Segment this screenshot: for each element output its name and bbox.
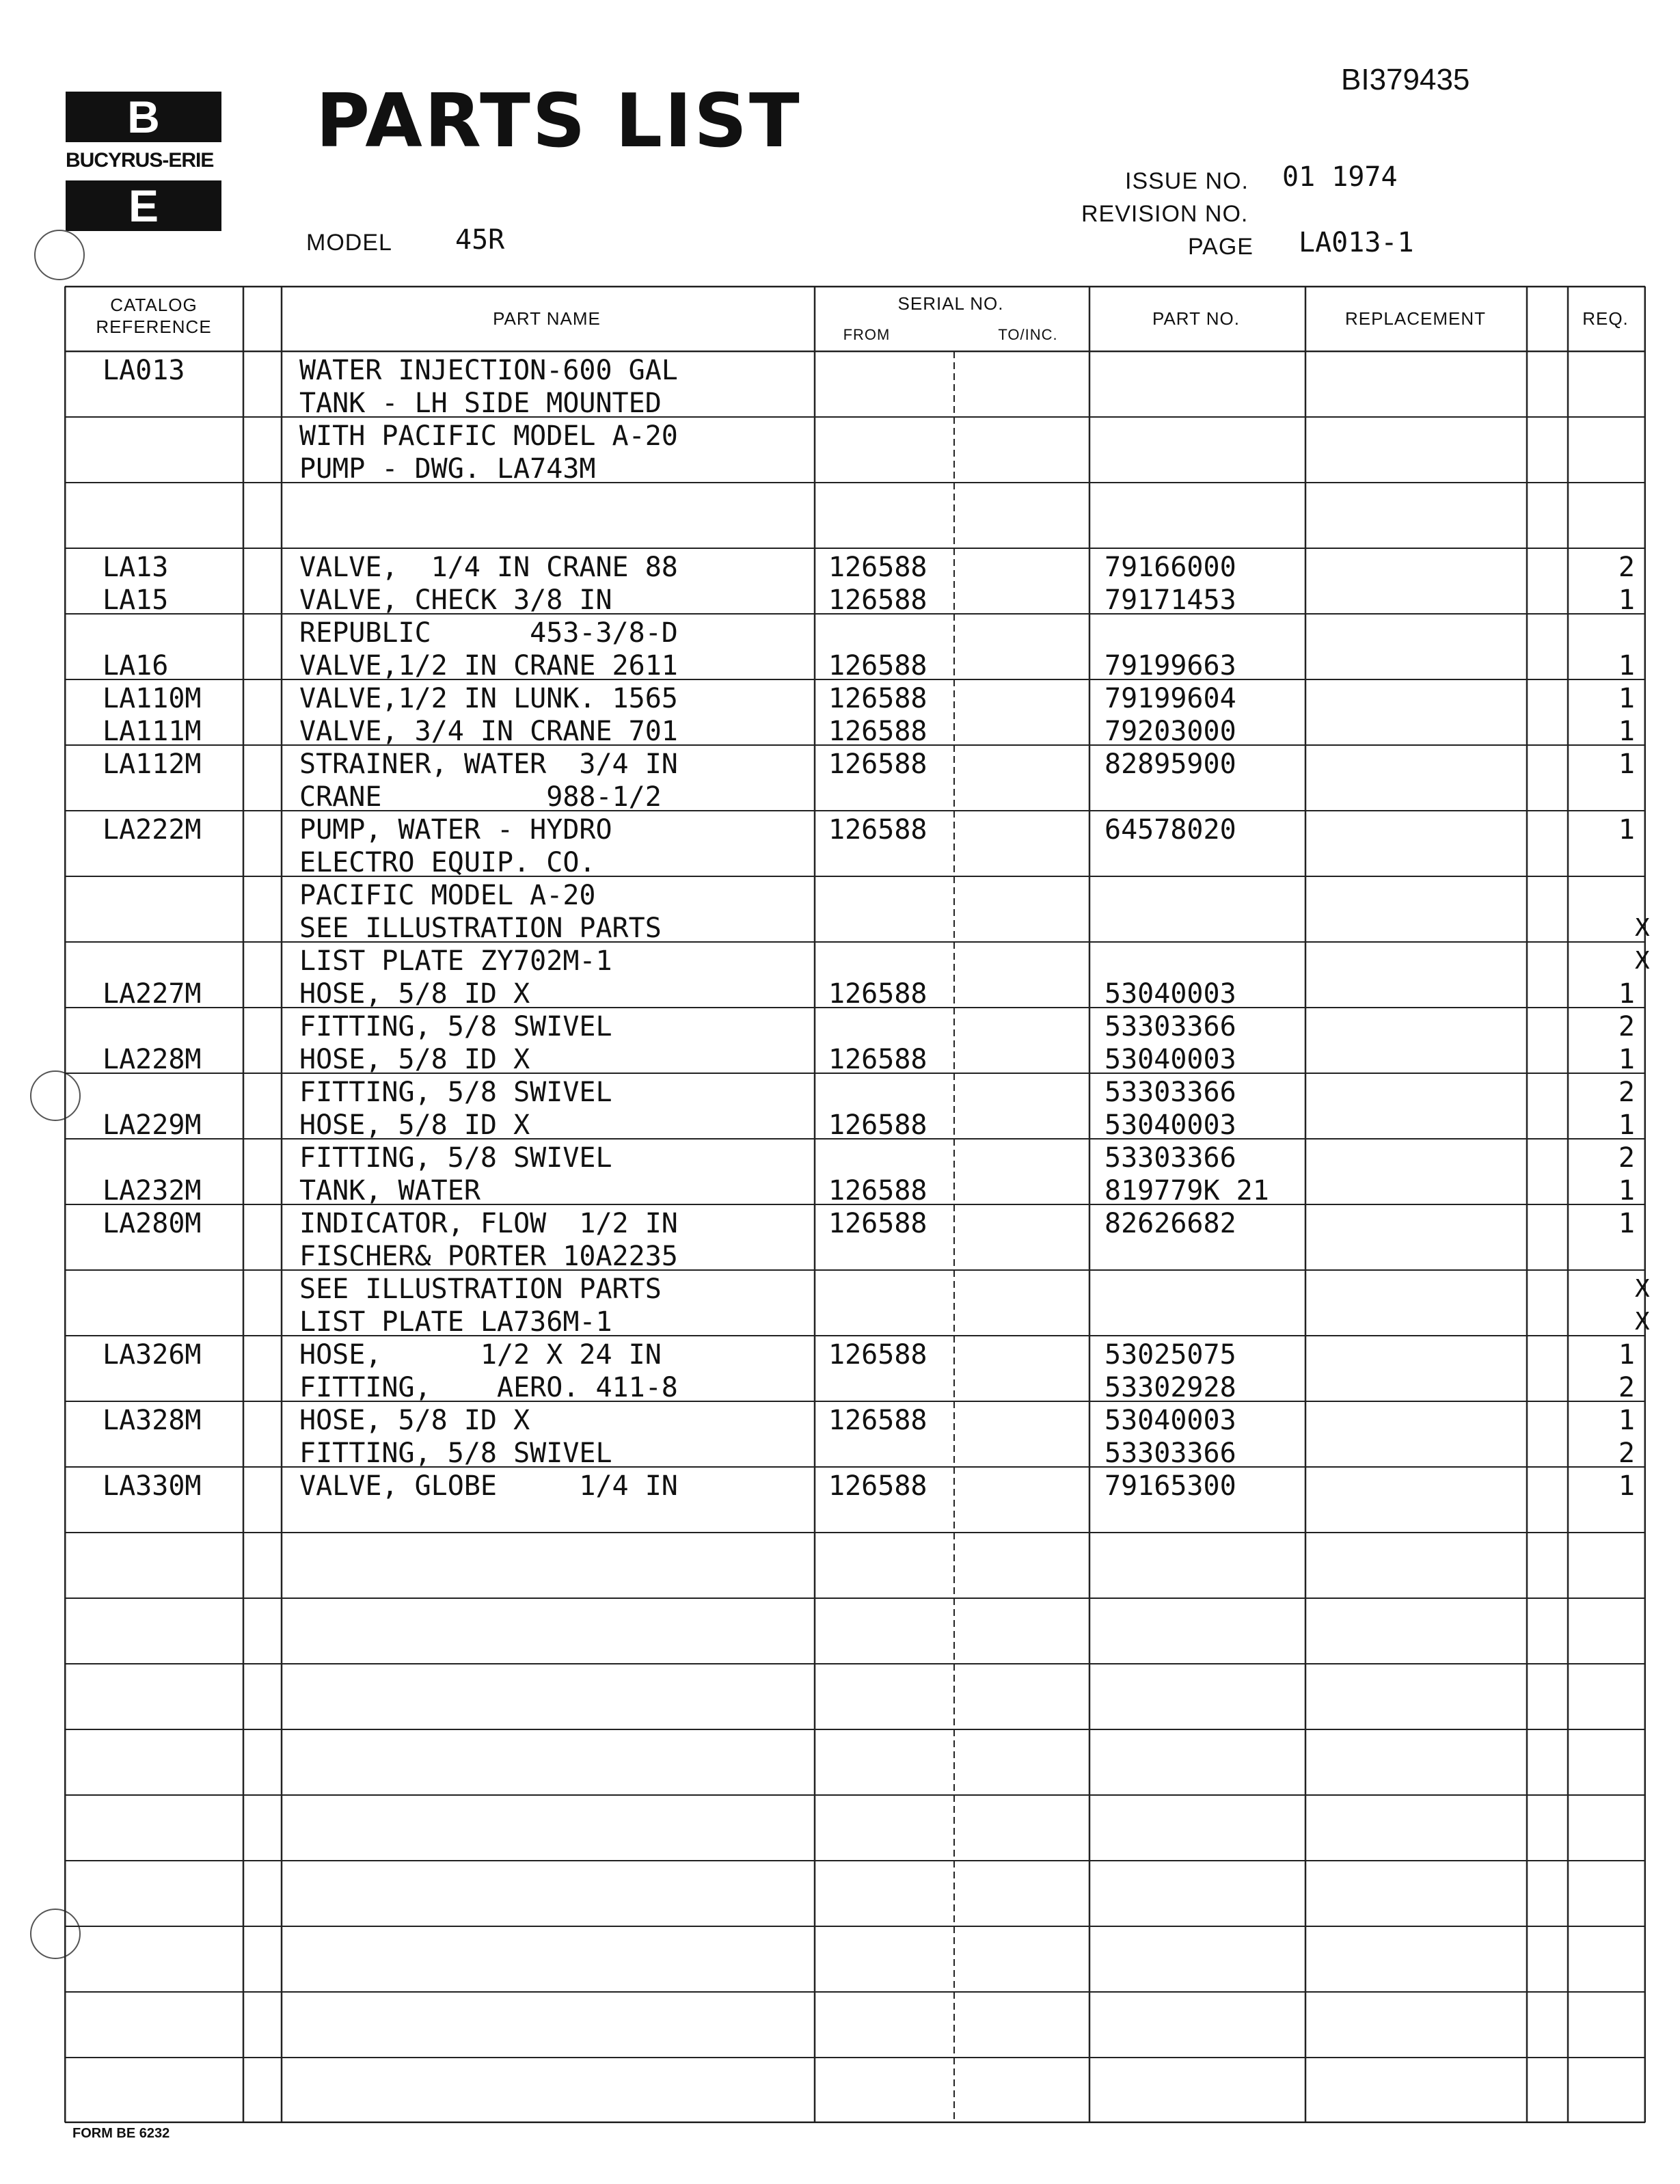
row-part-name: STRAINER, WATER 3/4 IN <box>299 749 678 780</box>
col-header-serial-no: SERIAL NO. <box>897 293 1004 314</box>
row-part-name: FITTING, 5/8 SWIVEL <box>299 1077 612 1108</box>
row-part-name: PUMP, WATER - HYDRO <box>299 814 612 846</box>
row-catalog-ref: LA222M <box>103 814 202 846</box>
row-part-name: PUMP - DWG. LA743M <box>299 453 596 485</box>
row-part-no: 82895900 <box>1105 749 1236 780</box>
row-mark: X <box>1635 1308 1650 1336</box>
row-part-name: HOSE, 5/8 ID X <box>299 1044 530 1075</box>
row-part-name: SEE ILLUSTRATION PARTS <box>299 913 662 944</box>
col-header-serial-to: TO/INC. <box>998 326 1058 343</box>
row-serial-from: 126588 <box>828 1405 927 1436</box>
row-req-qty: 1 <box>1618 749 1635 780</box>
row-part-no: 79199663 <box>1105 650 1236 682</box>
col-header-req: REQ. <box>1582 308 1629 329</box>
row-req-qty: 2 <box>1618 1077 1635 1108</box>
col-header-part-name: PART NAME <box>493 308 601 329</box>
row-catalog-ref: LA228M <box>103 1044 202 1075</box>
row-serial-from: 126588 <box>828 552 927 583</box>
row-req-qty: 2 <box>1618 552 1635 583</box>
row-serial-from: 126588 <box>828 1044 927 1075</box>
row-part-name: VALVE,1/2 IN LUNK. 1565 <box>299 683 678 714</box>
row-catalog-ref: LA232M <box>103 1175 202 1206</box>
row-part-name: VALVE, 1/4 IN CRANE 88 <box>299 552 678 583</box>
row-serial-from: 126588 <box>828 650 927 682</box>
row-serial-from: 126588 <box>828 683 927 714</box>
row-part-no: 53302928 <box>1105 1372 1236 1403</box>
row-part-name: INDICATOR, FLOW 1/2 IN <box>299 1208 678 1239</box>
row-mark: X <box>1635 947 1650 975</box>
row-part-name: VALVE, CHECK 3/8 IN <box>299 584 612 616</box>
row-req-qty: 1 <box>1618 1109 1635 1141</box>
issue-value: 01 1974 <box>1282 161 1398 193</box>
row-part-name: PACIFIC MODEL A-20 <box>299 880 596 911</box>
row-catalog-ref: LA111M <box>103 716 202 747</box>
row-serial-from: 126588 <box>828 1175 927 1206</box>
row-part-no: 53040003 <box>1105 1044 1236 1075</box>
row-req-qty: 1 <box>1618 814 1635 846</box>
row-part-name: FITTING, 5/8 SWIVEL <box>299 1142 612 1174</box>
brand-name: BUCYRUS-ERIE <box>66 149 214 172</box>
row-serial-from: 126588 <box>828 1109 927 1141</box>
row-catalog-ref: LA013 <box>103 355 185 386</box>
logo-letter-top: B <box>66 92 221 142</box>
row-serial-from: 126588 <box>828 584 927 616</box>
row-part-name: WATER INJECTION-600 GAL <box>299 355 678 386</box>
document-id: BI379435 <box>1341 63 1470 96</box>
revision-label: REVISION NO. <box>1081 201 1249 227</box>
row-req-qty: 2 <box>1618 1372 1635 1403</box>
row-part-name: HOSE, 1/2 X 24 IN <box>299 1339 662 1371</box>
row-part-name: FISCHER& PORTER 10A2235 <box>299 1241 678 1272</box>
row-mark: X <box>1635 914 1650 942</box>
row-part-name: VALVE,1/2 IN CRANE 2611 <box>299 650 678 682</box>
row-req-qty: 2 <box>1618 1142 1635 1174</box>
row-serial-from: 126588 <box>828 1470 927 1502</box>
row-part-name: TANK, WATER <box>299 1175 480 1206</box>
row-catalog-ref: LA16 <box>103 650 169 682</box>
row-catalog-ref: LA280M <box>103 1208 202 1239</box>
row-part-name: FITTING, 5/8 SWIVEL <box>299 1011 612 1042</box>
row-part-name: ELECTRO EQUIP. CO. <box>299 847 596 878</box>
parts-table <box>64 286 1650 2123</box>
row-req-qty: 1 <box>1618 716 1635 747</box>
row-part-no: 819779K 21 <box>1105 1175 1269 1206</box>
row-req-qty: 1 <box>1618 650 1635 682</box>
model-value: 45R <box>455 224 505 256</box>
row-part-name: SEE ILLUSTRATION PARTS <box>299 1273 662 1305</box>
row-part-no: 53303366 <box>1105 1438 1236 1469</box>
row-part-name: FITTING, 5/8 SWIVEL <box>299 1438 612 1469</box>
row-serial-from: 126588 <box>828 1339 927 1371</box>
col-header-serial-from: FROM <box>843 326 891 343</box>
row-req-qty: 1 <box>1618 1175 1635 1206</box>
row-catalog-ref: LA112M <box>103 749 202 780</box>
row-serial-from: 126588 <box>828 1208 927 1239</box>
binder-hole <box>34 230 85 280</box>
row-part-no: 53040003 <box>1105 1405 1236 1436</box>
row-part-name: LIST PLATE LA736M-1 <box>299 1306 612 1338</box>
row-part-no: 79199604 <box>1105 683 1236 714</box>
col-header-part-no: PART NO. <box>1152 308 1240 329</box>
row-part-no: 79203000 <box>1105 716 1236 747</box>
row-req-qty: 1 <box>1618 1470 1635 1502</box>
page-title: PARTS LIST <box>316 79 802 164</box>
logo-letter-bottom: E <box>66 180 221 231</box>
row-part-name: HOSE, 5/8 ID X <box>299 1109 530 1141</box>
row-part-no: 79165300 <box>1105 1470 1236 1502</box>
row-catalog-ref: LA15 <box>103 584 169 616</box>
row-catalog-ref: LA328M <box>103 1405 202 1436</box>
row-part-name: HOSE, 5/8 ID X <box>299 978 530 1010</box>
row-part-name: WITH PACIFIC MODEL A-20 <box>299 420 678 452</box>
row-part-name: LIST PLATE ZY702M-1 <box>299 945 612 977</box>
row-catalog-ref: LA110M <box>103 683 202 714</box>
row-req-qty: 1 <box>1618 1339 1635 1371</box>
row-part-no: 53040003 <box>1105 1109 1236 1141</box>
row-req-qty: 1 <box>1618 1208 1635 1239</box>
row-serial-from: 126588 <box>828 749 927 780</box>
row-catalog-ref: LA13 <box>103 552 169 583</box>
row-part-no: 53040003 <box>1105 978 1236 1010</box>
row-part-no: 79171453 <box>1105 584 1236 616</box>
row-part-name: FITTING, AERO. 411-8 <box>299 1372 678 1403</box>
col-header-catalog-reference: CATALOG REFERENCE <box>96 295 212 337</box>
row-part-name: TANK - LH SIDE MOUNTED <box>299 388 662 419</box>
row-mark: X <box>1635 1275 1650 1303</box>
row-req-qty: 1 <box>1618 978 1635 1010</box>
row-part-name: VALVE, 3/4 IN CRANE 701 <box>299 716 678 747</box>
row-serial-from: 126588 <box>828 814 927 846</box>
row-part-no: 82626682 <box>1105 1208 1236 1239</box>
row-catalog-ref: LA330M <box>103 1470 202 1502</box>
page-number: LA013-1 <box>1299 227 1414 258</box>
row-part-name: HOSE, 5/8 ID X <box>299 1405 530 1436</box>
row-req-qty: 1 <box>1618 683 1635 714</box>
row-part-no: 64578020 <box>1105 814 1236 846</box>
row-req-qty: 2 <box>1618 1438 1635 1469</box>
row-req-qty: 1 <box>1618 584 1635 616</box>
col-header-replacement: REPLACEMENT <box>1344 308 1487 329</box>
row-req-qty: 1 <box>1618 1044 1635 1075</box>
row-part-no: 53303366 <box>1105 1142 1236 1174</box>
model-label: MODEL <box>306 230 392 256</box>
row-part-no: 53303366 <box>1105 1077 1236 1108</box>
row-catalog-ref: LA326M <box>103 1339 202 1371</box>
row-serial-from: 126588 <box>828 978 927 1010</box>
row-part-no: 53303366 <box>1105 1011 1236 1042</box>
row-serial-from: 126588 <box>828 716 927 747</box>
row-catalog-ref: LA229M <box>103 1109 202 1141</box>
row-req-qty: 2 <box>1618 1011 1635 1042</box>
row-part-no: 53025075 <box>1105 1339 1236 1371</box>
row-req-qty: 1 <box>1618 1405 1635 1436</box>
form-code: FORM BE 6232 <box>72 2126 170 2141</box>
row-catalog-ref: LA227M <box>103 978 202 1010</box>
row-part-name: CRANE 988-1/2 <box>299 781 662 813</box>
row-part-no: 79166000 <box>1105 552 1236 583</box>
page-label: PAGE <box>1188 234 1254 260</box>
row-part-name: REPUBLIC 453-3/8-D <box>299 617 678 649</box>
issue-label: ISSUE NO. <box>1125 168 1249 194</box>
row-part-name: VALVE, GLOBE 1/4 IN <box>299 1470 678 1502</box>
